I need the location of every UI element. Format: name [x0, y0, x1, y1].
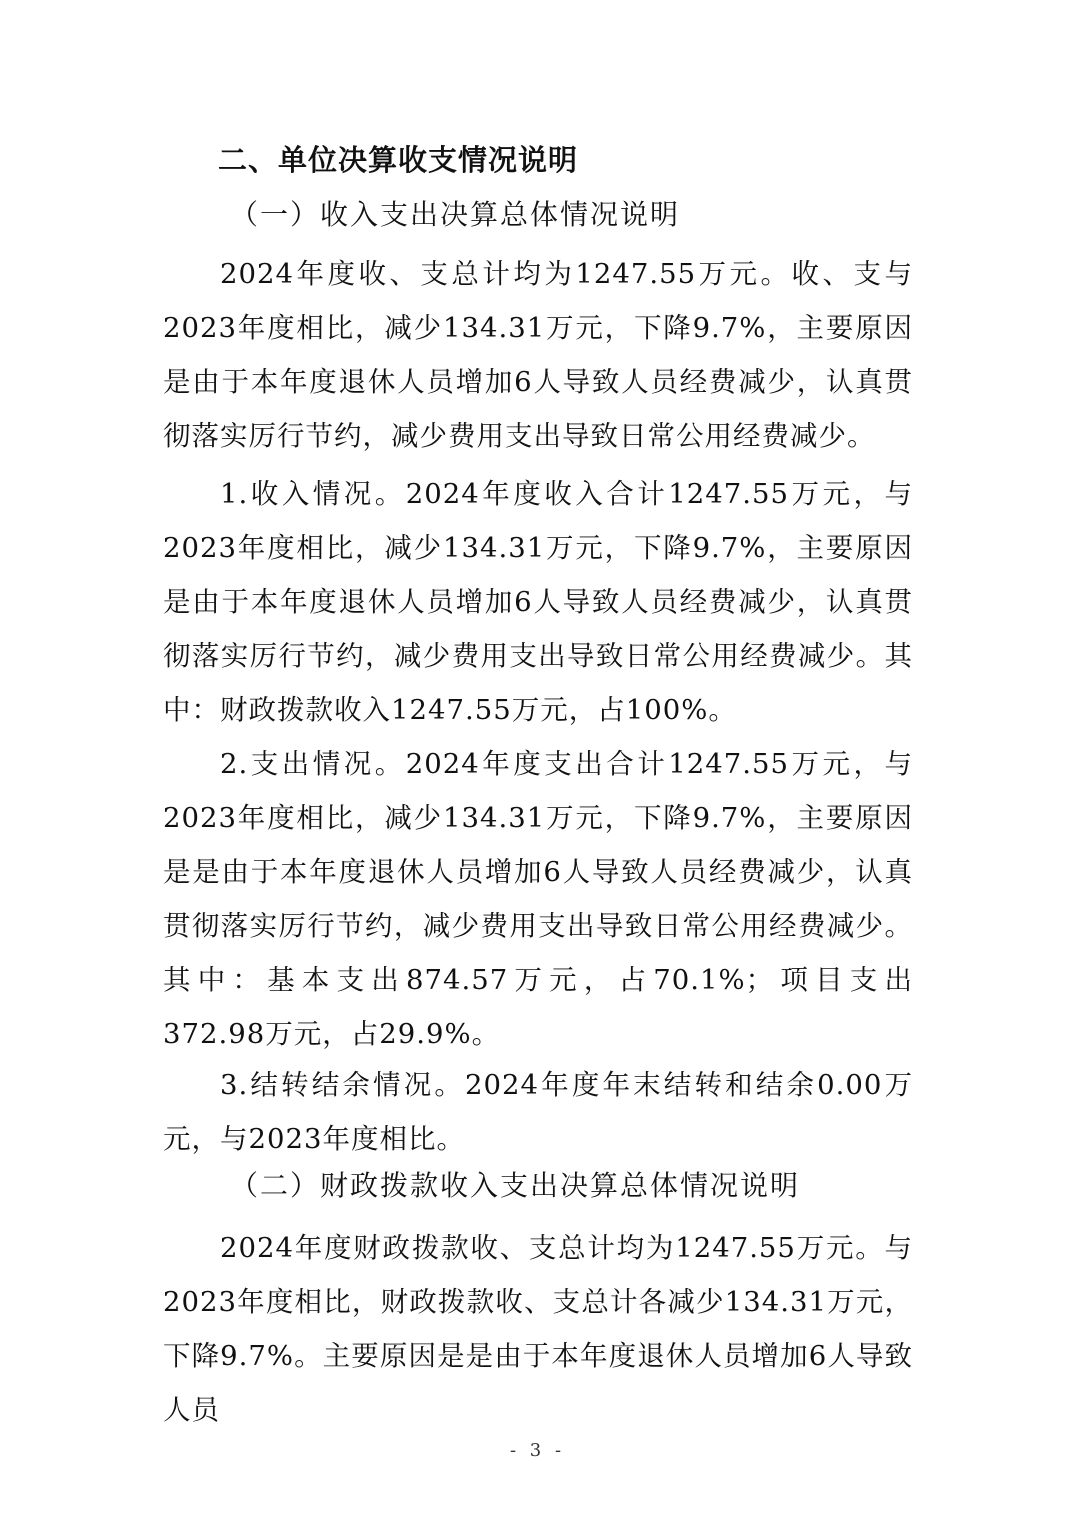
- paragraph-expenditure: 2.支出情况。2024年度支出合计1247.55万元，与2023年度相比，减少134.31万元，下降9.7%，主要原因是是由于本年度退休人员增加6人导致人员经费减少，认真贯彻落实厉行节约，减少费用支出导致日常公用经费减少。其中：基本支出874.57万元，占70.1%；项目支出372.98万元，占29.9%。: [163, 748, 913, 1050]
- subsection-title: （二）财政拨款收入支出决算总体情况说明: [230, 1169, 801, 1202]
- subsection-title: （一）收入支出决算总体情况说明: [230, 198, 681, 231]
- paragraph-summary: 2024年度收、支总计均为1247.55万元。收、支与2023年度相比，减少134.31万元，下降9.7%，主要原因是由于本年度退休人员增加6人导致人员经费减少，认真贯彻落实厉行节约，减少费用支出导致日常公用经费减少。: [163, 258, 913, 452]
- paragraph-carryover: 3.结转结余情况。2024年度年末结转和结余0.00万元，与2023年度相比。: [163, 1069, 913, 1155]
- paragraph-income: 1.收入情况。2024年度收入合计1247.55万元，与2023年度相比，减少134.31万元，下降9.7%，主要原因是由于本年度退休人员增加6人导致人员经费减少，认真贯彻落实厉行节约，减少费用支出导致日常公用经费减少。其中：财政拨款收入1247.55万元，占100%。: [163, 478, 913, 726]
- page-number: - 3 -: [509, 1440, 566, 1461]
- section-title: 二、单位决算收支情况说明: [218, 143, 579, 177]
- paragraph-fiscal-summary: 2024年度财政拨款收、支总计均为1247.55万元。与2023年度相比，财政拨款收、支总计各减少134.31万元，下降9.7%。主要原因是是由于本年度退休人员增加6人导致人员: [163, 1232, 913, 1426]
